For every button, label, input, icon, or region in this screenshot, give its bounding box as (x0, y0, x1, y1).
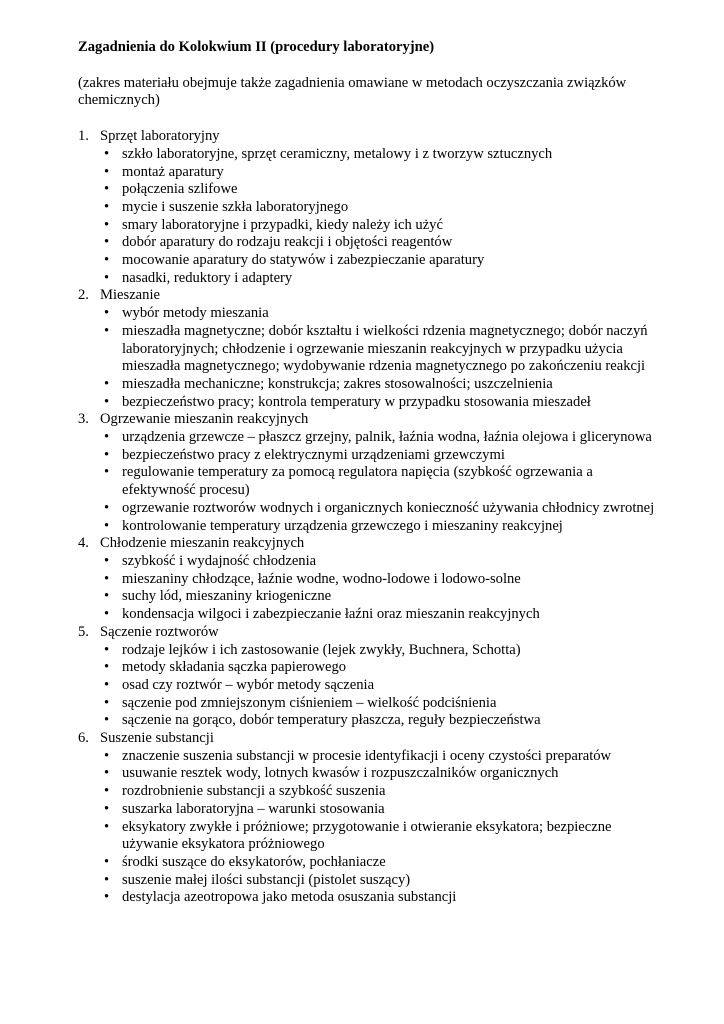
list-item (104, 641, 658, 660)
bullet-icon: • (104, 694, 110, 711)
bullet-icon: • (104, 145, 110, 162)
section-number: 1. (78, 128, 89, 145)
bullet-icon: • (104, 181, 110, 198)
list-item (104, 429, 658, 447)
list-item-text: suchy lód, mieszaniny kriogeniczne (122, 588, 332, 605)
bullet-icon: • (104, 429, 110, 446)
list-item-text: bezpieczeństwo pracy z elektrycznymi urządzeniami grzewczymi (122, 446, 505, 463)
bullet-icon: • (104, 606, 110, 623)
item-list (78, 748, 658, 907)
section-title: Sączenie roztworów (100, 623, 219, 640)
list-item-text: usuwanie resztek wody, lotnych kwasów i rozpuszczalników organicznych (122, 765, 559, 782)
bullet-icon: • (104, 375, 110, 392)
section (78, 411, 658, 535)
list-item (104, 676, 658, 695)
bullet-icon: • (104, 269, 110, 286)
list-item-text: wybór metody mieszania (122, 305, 269, 322)
section-title: Suszenie substancji (100, 730, 214, 747)
list-item (104, 305, 658, 323)
bullet-icon: • (104, 305, 110, 322)
list-item (104, 659, 658, 677)
bullet-icon: • (104, 464, 110, 481)
list-item (104, 499, 658, 518)
list-item (104, 322, 658, 376)
item-list (78, 305, 658, 411)
bullet-icon: • (104, 517, 110, 534)
list-item (104, 889, 658, 907)
bullet-icon: • (104, 889, 110, 906)
document-intro: (zakres materiału obejmuje także zagadnienia omawiane w metodach oczyszczania związków chemicznych) (78, 74, 627, 109)
list-item (104, 747, 658, 766)
item-list (78, 146, 658, 288)
section-number: 2. (78, 287, 89, 304)
list-item (104, 606, 658, 624)
section-heading (78, 287, 658, 305)
item-list (78, 553, 658, 624)
bullet-icon: • (104, 676, 110, 693)
list-item (104, 517, 658, 536)
bullet-icon: • (104, 659, 110, 676)
list-item-text: urządzenia grzewcze – płaszcz grzejny, palnik, łaźnia wodna, łaźnia olejowa i glicerynowa (122, 429, 652, 446)
list-item-text: połączenia szlifowe (122, 181, 238, 198)
section-number: 5. (78, 623, 89, 640)
list-item-text: rozdrobnienie substancji a szybkość suszenia (122, 783, 386, 800)
bullet-icon: • (104, 252, 110, 269)
bullet-icon: • (104, 818, 110, 835)
list-item (104, 765, 658, 783)
list-item (104, 570, 658, 589)
section-heading (78, 730, 658, 748)
list-item (104, 712, 658, 730)
bullet-icon: • (104, 747, 110, 764)
list-item-text: mieszaniny chłodzące, łaźnie wodne, wodno-lodowe i lodowo-solne (122, 570, 521, 587)
section (78, 730, 658, 907)
item-list (78, 642, 658, 731)
bullet-icon: • (104, 234, 110, 251)
list-item (104, 252, 658, 270)
list-item (104, 588, 658, 606)
bullet-icon: • (104, 800, 110, 817)
list-item (104, 446, 658, 465)
section-number: 4. (78, 535, 89, 552)
bullet-icon: • (104, 216, 110, 233)
list-item (104, 216, 658, 235)
list-item-text: znaczenie suszenia substancji w procesie identyfikacji i oceny czystości preparatów (122, 747, 612, 764)
list-item (104, 234, 658, 252)
list-item-text: metody składania sączka papierowego (122, 659, 347, 676)
bullet-icon: • (104, 588, 110, 605)
list-item (104, 800, 658, 819)
list-item (104, 552, 658, 571)
section-title: Mieszanie (100, 287, 160, 304)
bullet-icon: • (104, 393, 110, 410)
list-item-text: mieszadła mechaniczne; konstrukcja; zakres stosowalności; uszczelnienia (122, 375, 553, 392)
list-item-text: eksykatory zwykłe i próżniowe; przygotowanie i otwieranie eksykatora; bezpieczne używanie eksykatora próżniowego (122, 818, 612, 853)
list-item (104, 871, 658, 890)
list-item-text: szkło laboratoryjne, sprzęt ceramiczny, metalowy i z tworzyw sztucznych (122, 145, 553, 162)
list-item-text: mieszadła magnetyczne; dobór kształtu i wielkości rdzenia magnetycznego; dobór naczyń laboratoryjnych; chłodzenie i ogrzewanie mieszanin reakcyjnych w przypadku użycia mieszadła magnetycznego; wydobywanie rdzenia magnetycznego po zakończeniu reakcji (122, 322, 648, 375)
section (78, 128, 658, 287)
list-item-text: osad czy roztwór – wybór metody sączenia (122, 676, 375, 693)
bullet-icon: • (104, 853, 110, 870)
list-item-text: suszenie małej ilości substancji (pistolet suszący) (122, 871, 411, 888)
list-item-text: smary laboratoryjne i przypadki, kiedy należy ich użyć (122, 216, 443, 233)
section-title: Ogrzewanie mieszanin reakcyjnych (100, 411, 309, 428)
section-heading (78, 411, 658, 429)
section-title: Chłodzenie mieszanin reakcyjnych (100, 535, 305, 552)
section-heading (78, 128, 658, 146)
list-item (104, 694, 658, 713)
list-item-text: sączenie pod zmniejszonym ciśnieniem – wielkość podciśnienia (122, 694, 497, 711)
bullet-icon: • (104, 322, 110, 339)
list-item (104, 198, 658, 217)
list-item (104, 181, 658, 199)
bullet-icon: • (104, 570, 110, 587)
section (78, 624, 658, 730)
list-item-text: bezpieczeństwo pracy; kontrola temperatury w przypadku stosowania mieszadeł (122, 393, 591, 410)
section (78, 287, 658, 411)
section (78, 535, 658, 624)
list-item (104, 269, 658, 288)
list-item-text: szybkość i wydajność chłodzenia (122, 552, 317, 569)
list-item-text: środki suszące do eksykatorów, pochłaniacze (122, 853, 386, 870)
bullet-icon: • (104, 871, 110, 888)
document-page (78, 39, 658, 907)
list-item (104, 393, 658, 412)
list-item (104, 818, 658, 854)
list-item (104, 163, 658, 182)
list-item-text: mycie i suszenie szkła laboratoryjnego (122, 198, 349, 215)
section-number: 3. (78, 411, 89, 428)
list-item-text: suszarka laboratoryjna – warunki stosowania (122, 800, 385, 817)
list-item-text: regulowanie temperatury za pomocą regulatora napięcia (szybkość ogrzewania a efektywność procesu) (122, 464, 593, 499)
bullet-icon: • (104, 783, 110, 800)
bullet-icon: • (104, 163, 110, 180)
bullet-icon: • (104, 499, 110, 516)
list-item-text: rodzaje lejków i ich zastosowanie (lejek zwykły, Buchnera, Schotta) (122, 641, 521, 658)
list-item-text: kontrolowanie temperatury urządzenia grzewczego i mieszaniny reakcyjnej (122, 517, 563, 534)
bullet-icon: • (104, 552, 110, 569)
section-list (78, 128, 658, 907)
list-item-text: kondensacja wilgoci i zabezpieczanie łaźni oraz mieszanin reakcyjnych (122, 606, 540, 623)
list-item-text: mocowanie aparatury do statywów i zabezpieczanie aparatury (122, 252, 485, 269)
list-item-text: dobór aparatury do rodzaju reakcji i objętości reagentów (122, 234, 453, 251)
item-list (78, 429, 658, 535)
bullet-icon: • (104, 641, 110, 658)
list-item-text: ogrzewanie roztworów wodnych i organicznych konieczność używania chłodnicy zwrotnej (122, 499, 655, 516)
list-item (104, 375, 658, 394)
bullet-icon: • (104, 712, 110, 729)
list-item (104, 783, 658, 801)
section-heading (78, 624, 658, 642)
bullet-icon: • (104, 198, 110, 215)
list-item (104, 464, 658, 499)
section-title: Sprzęt laboratoryjny (100, 128, 220, 145)
list-item (104, 853, 658, 872)
list-item-text: sączenie na gorąco, dobór temperatury płaszcza, reguły bezpieczeństwa (122, 712, 541, 729)
list-item-text: montaż aparatury (122, 163, 224, 180)
document-title: Zagadnienia do Kolokwium II (procedury laboratoryjne) (78, 39, 435, 55)
list-item-text: nasadki, reduktory i adaptery (122, 269, 293, 286)
section-heading (78, 535, 658, 553)
section-number: 6. (78, 730, 89, 747)
bullet-icon: • (104, 446, 110, 463)
list-item (104, 145, 658, 164)
list-item-text: destylacja azeotropowa jako metoda osuszania substancji (122, 889, 457, 906)
bullet-icon: • (104, 765, 110, 782)
